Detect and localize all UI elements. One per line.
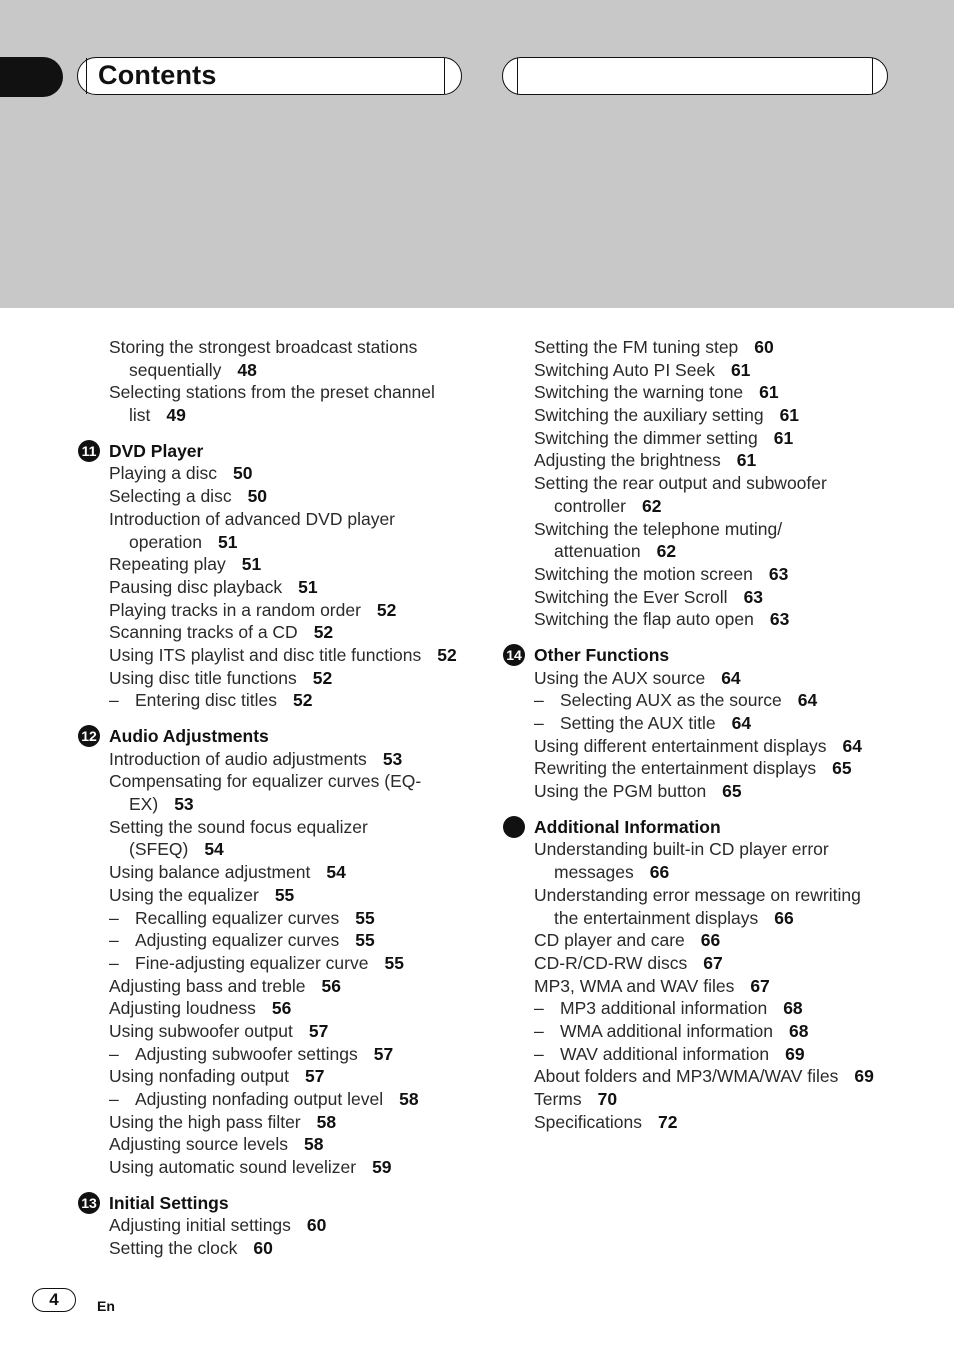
- toc-page-number: 57: [308, 1020, 329, 1041]
- toc-entry[interactable]: [534, 861, 894, 884]
- toc-page-number: 55: [384, 952, 404, 973]
- empty-pill-edge-left: [517, 58, 518, 94]
- toc-entry-text: Switching the telephone muting/: [534, 518, 783, 539]
- page-number: 4: [32, 1288, 76, 1312]
- toc-entry-text: EX): [129, 794, 159, 815]
- toc-page-number: 56: [271, 998, 292, 1019]
- toc-page-number: 55: [355, 930, 375, 951]
- toc-entry[interactable]: [534, 495, 894, 518]
- toc-entry-text: Using balance adjustment: [109, 862, 311, 883]
- toc-entry-text: Selecting AUX as the source: [560, 690, 782, 711]
- toc-page-number: 58: [399, 1089, 419, 1109]
- toc-page-number: 57: [305, 1066, 325, 1087]
- toc-entry[interactable]: [534, 404, 894, 427]
- toc-entry[interactable]: [109, 1133, 479, 1156]
- toc-entry[interactable]: [109, 975, 479, 998]
- toc-entry-text: Adjusting the brightness: [534, 450, 721, 471]
- toc-page-number: 61: [759, 382, 779, 403]
- toc-entry[interactable]: [109, 404, 479, 427]
- toc-entry-text: Pausing disc playback: [109, 576, 283, 597]
- toc-page-number: 55: [355, 907, 375, 928]
- page-title: Contents: [98, 60, 217, 90]
- toc-entry-text: WMA additional information: [560, 1020, 774, 1041]
- toc-page-number: 67: [703, 952, 723, 973]
- toc-page-number: 58: [303, 1134, 324, 1155]
- toc-page-number: 52: [293, 690, 313, 711]
- toc-section: [81, 725, 479, 1179]
- toc-section-title[interactable]: [534, 816, 894, 839]
- title-pill: [77, 57, 462, 95]
- toc-page-number: 63: [769, 609, 790, 630]
- toc-entry[interactable]: [109, 861, 479, 884]
- toc-entry[interactable]: [534, 608, 894, 631]
- toc-entry[interactable]: [109, 748, 479, 771]
- toc-entry[interactable]: [534, 929, 894, 952]
- toc-page-number: 61: [779, 405, 800, 426]
- toc-subentry[interactable]: [109, 1088, 479, 1111]
- toc-entry-text: Terms: [534, 1089, 582, 1109]
- toc-page-number: 61: [736, 450, 757, 471]
- toc-entry[interactable]: [109, 997, 479, 1020]
- toc-entry-text: Scanning tracks of a CD: [109, 622, 298, 643]
- toc-page-number: 66: [649, 862, 670, 883]
- section-title-text: DVD Player: [109, 440, 204, 461]
- toc-entry[interactable]: [534, 884, 894, 907]
- toc-page-number: 60: [253, 1238, 273, 1259]
- toc-entry[interactable]: [109, 1111, 479, 1134]
- toc-entry-text: Using disc title functions: [109, 667, 297, 688]
- toc-entry[interactable]: [534, 563, 894, 586]
- toc-page-number: 64: [842, 735, 862, 756]
- toc-subentry[interactable]: [109, 689, 479, 712]
- toc-entry-text: Switching the motion screen: [534, 563, 753, 584]
- toc-entry-text: Playing a disc: [109, 463, 217, 484]
- toc-entry-text: Using the AUX source: [534, 667, 706, 688]
- toc-entry[interactable]: [534, 586, 894, 609]
- toc-entry-text: Switching the auxiliary setting: [534, 405, 764, 426]
- toc-page-number: 55: [274, 884, 295, 905]
- toc-entry-text: Recalling equalizer curves: [135, 907, 340, 928]
- toc-page-number: 50: [232, 463, 253, 484]
- toc-entry-text: Using ITS playlist and disc title functions: [109, 644, 422, 665]
- toc-subentry[interactable]: [109, 907, 479, 930]
- toc-entry[interactable]: [534, 907, 894, 930]
- toc-page-number: 61: [773, 427, 794, 448]
- toc-entry-text: Switching the dimmer setting: [534, 427, 758, 448]
- toc-entry-text: Setting the rear output and subwoofer: [534, 473, 827, 494]
- section-title-text: Other Functions: [534, 644, 670, 665]
- toc-entry-text: Compensating for equalizer curves (EQ-: [109, 771, 422, 792]
- toc-entry-text: Selecting stations from the preset channel: [109, 382, 435, 403]
- toc-entry-text: messages: [554, 862, 634, 883]
- toc-entry-text: Playing tracks in a random order: [109, 599, 361, 620]
- toc-entry[interactable]: [109, 1156, 479, 1179]
- toc-entry-text: Adjusting loudness: [109, 998, 256, 1019]
- toc-entry[interactable]: [534, 540, 894, 563]
- toc-entry-text: Switching the Ever Scroll: [534, 586, 728, 607]
- toc-entry-text: Setting the FM tuning step: [534, 337, 739, 357]
- toc-entry[interactable]: [534, 336, 894, 359]
- toc-section: [81, 440, 479, 712]
- toc-section: [534, 816, 894, 1134]
- toc-section: [506, 644, 894, 803]
- toc-entry[interactable]: [109, 770, 479, 793]
- language-label: En: [97, 1298, 115, 1314]
- toc-entry-text: Switching the warning tone: [534, 382, 744, 403]
- toc-entry[interactable]: [109, 644, 479, 667]
- toc-page-number: 52: [312, 667, 333, 688]
- toc-page-number: 53: [174, 794, 194, 815]
- toc-page-number: 54: [204, 839, 224, 860]
- toc-entry[interactable]: [534, 1111, 894, 1134]
- toc-entry-text: Setting the clock: [109, 1238, 238, 1259]
- toc-entry[interactable]: [109, 576, 479, 599]
- toc-entry[interactable]: [109, 462, 479, 485]
- toc-entry-text: Adjusting source levels: [109, 1134, 288, 1155]
- section-title-text: Initial Settings: [109, 1192, 229, 1213]
- toc-page-number: 69: [854, 1066, 874, 1087]
- toc-entry-text: operation: [129, 531, 202, 552]
- toc-entry-text: MP3 additional information: [560, 998, 768, 1019]
- toc-subentry[interactable]: [109, 929, 479, 952]
- toc-page-number: 63: [743, 586, 764, 607]
- toc-entry-text: Fine-adjusting equalizer curve: [135, 952, 369, 973]
- toc-entry-text: Understanding error message on rewriting: [534, 884, 861, 905]
- toc-entry[interactable]: [109, 553, 479, 576]
- section-number-badge: 14: [503, 644, 525, 666]
- toc-entry-text: Specifications: [534, 1111, 642, 1132]
- toc-entry-text: Entering disc titles: [135, 690, 278, 711]
- toc-entry[interactable]: [109, 667, 479, 690]
- section-number-badge: [503, 816, 525, 838]
- toc-entry[interactable]: [534, 518, 894, 541]
- toc-entry[interactable]: [109, 508, 479, 531]
- toc-entry-text: (SFEQ): [129, 839, 189, 860]
- toc-page-number: 66: [774, 907, 794, 928]
- header-band: [0, 0, 954, 308]
- toc-entry-text: Using different entertainment displays: [534, 735, 827, 756]
- toc-entry-text: Using nonfading output: [109, 1066, 289, 1087]
- toc-entry[interactable]: [534, 472, 894, 495]
- title-pill-edge-left: [86, 58, 87, 94]
- section-number-badge: 13: [78, 1192, 100, 1214]
- toc-column-left: [81, 336, 479, 1260]
- toc-entry[interactable]: [109, 381, 479, 404]
- toc-entry-text: Switching the flap auto open: [534, 609, 754, 630]
- toc-entry-text: Repeating play: [109, 554, 226, 575]
- toc-page-number: 60: [306, 1215, 327, 1236]
- toc-page-number: 51: [298, 576, 318, 597]
- toc-page-number: 56: [321, 975, 341, 996]
- toc-entry-text: CD player and care: [534, 930, 685, 951]
- toc-entry[interactable]: [109, 816, 479, 839]
- toc-page-number: 64: [721, 667, 741, 688]
- toc-subentry[interactable]: [534, 997, 894, 1020]
- toc-subentry[interactable]: [109, 1043, 479, 1066]
- toc-section-title[interactable]: [506, 644, 894, 667]
- toc-page-number: 72: [657, 1111, 678, 1132]
- toc-page-number: 52: [376, 599, 397, 620]
- toc-entry[interactable]: [109, 1214, 479, 1237]
- toc-section-title[interactable]: [81, 440, 479, 463]
- toc-page-number: 65: [722, 781, 742, 802]
- toc-page-number: 53: [382, 748, 403, 769]
- empty-header-pill: [502, 57, 888, 95]
- toc-entry-text: MP3, WMA and WAV files: [534, 975, 735, 996]
- section-number-badge: 12: [78, 725, 100, 747]
- section-tab-marker: [0, 57, 63, 97]
- toc-column-right: [506, 336, 894, 1133]
- toc-entry-text: Using the high pass filter: [109, 1111, 301, 1132]
- toc-entry[interactable]: [109, 1065, 479, 1088]
- toc-entry[interactable]: [534, 667, 894, 690]
- toc-page-number: 52: [313, 622, 334, 643]
- toc-page-number: 52: [437, 644, 457, 665]
- toc-page-number: 70: [597, 1089, 618, 1109]
- toc-entry-text: Adjusting subwoofer settings: [135, 1043, 358, 1064]
- toc-entry[interactable]: [109, 621, 479, 644]
- toc-entry-text: controller: [554, 495, 626, 516]
- toc-entry-text: Introduction of advanced DVD player: [109, 508, 395, 529]
- toc-entry-text: Using the PGM button: [534, 781, 707, 802]
- toc-entry[interactable]: [534, 1088, 894, 1111]
- toc-entry-text: Understanding built-in CD player error: [534, 839, 829, 860]
- toc-entry-text: Setting the sound focus equalizer: [109, 816, 368, 837]
- toc-entry[interactable]: [109, 336, 479, 359]
- toc-entry[interactable]: [534, 449, 894, 472]
- toc-page-number: 64: [797, 690, 818, 711]
- toc-page-number: 64: [731, 713, 752, 733]
- toc-subentry[interactable]: [534, 1020, 894, 1043]
- toc-entry-text: Setting the AUX title: [560, 713, 716, 733]
- toc-page-number: 51: [241, 554, 262, 575]
- toc-entry-text: Selecting a disc: [109, 486, 232, 507]
- toc-section: [81, 1192, 479, 1260]
- toc-subentry[interactable]: [534, 689, 894, 712]
- toc-entry[interactable]: [109, 1237, 479, 1260]
- toc-entry[interactable]: [109, 1020, 479, 1043]
- toc-entry-text: Adjusting nonfading output level: [135, 1089, 384, 1109]
- toc-entry[interactable]: [534, 952, 894, 975]
- toc-page-number: 61: [730, 359, 751, 380]
- toc-subentry[interactable]: [534, 1043, 894, 1066]
- toc-entry-text: Using subwoofer output: [109, 1020, 293, 1041]
- toc-entry[interactable]: [109, 359, 479, 382]
- toc-page-number: 62: [641, 495, 662, 516]
- toc-entry-text: Adjusting bass and treble: [109, 975, 306, 996]
- toc-entry-text: the entertainment displays: [554, 907, 759, 928]
- toc-page-number: 65: [832, 758, 852, 779]
- toc-entry-text: sequentially: [129, 359, 222, 380]
- toc-entry-text: list: [129, 405, 151, 426]
- toc-entry-text: CD-R/CD-RW discs: [534, 952, 688, 973]
- toc-entry[interactable]: [534, 735, 894, 758]
- toc-page-number: 62: [656, 541, 677, 562]
- toc-page-number: 57: [373, 1043, 394, 1064]
- toc-entry[interactable]: [534, 381, 894, 404]
- toc-page-number: 63: [768, 563, 789, 584]
- toc-page-number: 59: [372, 1157, 392, 1178]
- toc-entry[interactable]: [534, 1065, 894, 1088]
- toc-section-title[interactable]: [81, 725, 479, 748]
- title-pill-edge-right: [444, 58, 445, 94]
- toc-subentry[interactable]: [534, 712, 894, 735]
- toc-page-number: 67: [750, 975, 770, 996]
- toc-page-number: 69: [785, 1043, 805, 1064]
- toc-entry[interactable]: [109, 838, 479, 861]
- toc-page-number: 50: [247, 486, 268, 507]
- toc-entry[interactable]: [109, 531, 479, 554]
- toc-entry[interactable]: [109, 884, 479, 907]
- toc-entry-text: Switching Auto PI Seek: [534, 359, 715, 380]
- toc-entry-text: WAV additional information: [560, 1043, 770, 1064]
- toc-entry[interactable]: [534, 780, 894, 803]
- toc-page-number: 68: [783, 998, 803, 1019]
- toc-entry[interactable]: [109, 599, 479, 622]
- toc-entry[interactable]: [534, 975, 894, 998]
- toc-page-number: 51: [217, 531, 238, 552]
- toc-entry-text: Storing the strongest broadcast stations: [109, 337, 418, 357]
- toc-section-title[interactable]: [81, 1192, 479, 1215]
- toc-entry-text: Using the equalizer: [109, 884, 259, 905]
- toc-page-number: 60: [754, 337, 774, 357]
- toc-entry-text: About folders and MP3/WMA/WAV files: [534, 1066, 839, 1087]
- empty-pill-edge-right: [872, 58, 873, 94]
- toc-entry[interactable]: [534, 838, 894, 861]
- toc-page-number: 48: [237, 359, 257, 380]
- toc-entry-text: attenuation: [554, 541, 641, 562]
- toc-page-number: 49: [166, 405, 186, 426]
- toc-entry-text: Adjusting equalizer curves: [135, 930, 340, 951]
- toc-entry-text: Adjusting initial settings: [109, 1215, 291, 1236]
- toc-page-number: 58: [316, 1111, 337, 1132]
- toc-entry[interactable]: [534, 757, 894, 780]
- toc-subentry[interactable]: [109, 952, 479, 975]
- toc-entry[interactable]: [534, 427, 894, 450]
- toc-page-number: 68: [789, 1020, 809, 1041]
- section-title-text: Additional Information: [534, 816, 721, 837]
- toc-entry[interactable]: [109, 793, 479, 816]
- toc-page-number: 54: [326, 862, 346, 883]
- toc-entry[interactable]: [534, 359, 894, 382]
- section-title-text: Audio Adjustments: [109, 726, 269, 746]
- section-number-badge: 11: [78, 440, 100, 462]
- toc-entry-text: Rewriting the entertainment displays: [534, 758, 817, 779]
- toc-entry-text: Using automatic sound levelizer: [109, 1157, 357, 1178]
- toc-page-number: 66: [700, 930, 721, 951]
- toc-entry[interactable]: [109, 485, 479, 508]
- toc-entry-text: Introduction of audio adjustments: [109, 748, 367, 769]
